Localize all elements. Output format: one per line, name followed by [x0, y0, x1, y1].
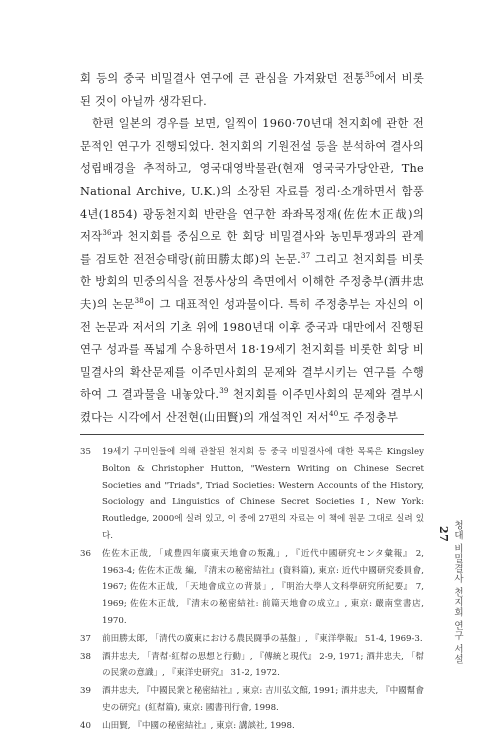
footnote-number: 40	[80, 720, 91, 731]
footnote-text: 19세기 구미인들에 의해 관찰된 천지회 등 중국 비밀결사에 대한 목록은 Kingsley Bolton & Christopher Hutton, "Western Writing on Chinese Secret Societies and "Triads", Triad Societies: Western Accounts of the History, Sociology and Linguistics of Chinese Secret Societies Ⅰ, New York: Routledge, 2000에 실려 있고, 이 중에 27편의 자료는 이 책에 원문 그대로 실려 있다.	[102, 447, 424, 541]
footnote-number: 37	[80, 633, 91, 644]
footnote-number: 38	[80, 651, 91, 662]
text-run: 과 천지회를 중심으로 한 회당 비밀결사와 농민투쟁과의 관계를 검토한 전전승태랑(前田勝太郞)의 논문.	[80, 230, 424, 266]
folio	[437, 520, 464, 670]
footnote-35	[80, 444, 424, 545]
footnote-ref-36[interactable]: 36	[102, 229, 112, 238]
text-run: 회 등의 중국 비밀결사 연구에 큰 관심을 가져왔던 전통	[80, 72, 365, 85]
text-run: 한편 일본의 경우를 보면, 일찍이 1960·70년대 천지회에 관한 전문적인 연구가 진행되었다. 천지회의 기원전설 등을 분석하여 결사의 성립배경을 추적하고, 영국대영박물관(현재 영국국가당안관, The National Archive, U.K.)의 소장된 자료를 정리·소개하면서 함풍 4년(1854) 광동천지회 반란을 연구한 좌좌목정재(佐佐木正哉)의 저작	[80, 117, 424, 244]
footnote-text: 山田賢, 『中國の秘密結社』, 東京: 講談社, 1998.	[102, 720, 295, 731]
footnote-text: 前田勝太郞, 「清代の廣東における農民闘爭の基盤」, 『東洋學報』 51-4, 1969-3.	[102, 633, 423, 644]
footnote-40	[80, 718, 424, 735]
footnote-ref-37[interactable]: 37	[301, 251, 311, 260]
footnote-39	[80, 683, 424, 717]
footnote-divider	[80, 434, 424, 435]
paragraph-2	[80, 113, 424, 429]
footnote-number: 35	[80, 447, 91, 457]
footnote-36	[80, 546, 424, 630]
paragraph-1	[80, 68, 424, 113]
footnote-text: 酒井忠夫, 「青幇·紅幇の思想と行動」, 『傳統と現代』 2-9, 1971; 酒井忠夫, 「幇の民衆の意識」, 『東洋史研究』 31-2, 1972.	[102, 651, 424, 679]
text-run: 천지회를 이주민사회의 문제와 결부시켰다는 시각에서 산전현(山田賢)의 개설적인 저서	[80, 388, 424, 424]
footnote-ref-38[interactable]: 38	[134, 297, 145, 306]
footnote-ref-35[interactable]: 35	[365, 71, 375, 80]
page-number: 27	[437, 526, 450, 543]
footnote-number: 36	[80, 548, 91, 559]
text-run: 에서 비롯된 것이 아닐까 생각된다.	[80, 72, 424, 108]
footnote-ref-40[interactable]: 40	[329, 410, 339, 419]
footnote-ref-39[interactable]: 39	[219, 387, 229, 396]
footnotes	[80, 444, 424, 736]
text-run: 그리고 천지회를 비롯한 방회의 민중의식을 전통사상의 측면에서 이해한 주정충부(酒井忠夫)의 논문	[80, 252, 424, 311]
footnote-number: 39	[80, 686, 91, 697]
footnote-37	[80, 631, 424, 648]
text-run: 이 그 대표적인 성과물이다. 특히 주정충부는 자신의 이전 논문과 저서의 기초 위에 1980년대 이후 중국과 대만에서 진행된 연구 성과를 폭넓게 수용하면서 18·19세기 천지회를 비롯한 회당 비밀결사의 확산문제를 이주민사회의 문제와 결부시키는 연구를 수행하여 그 결과물을 내놓았다.	[80, 297, 424, 402]
footnote-38	[80, 649, 424, 683]
text-run: 도 주정충부	[338, 410, 399, 424]
footnote-text: 佐佐木正哉, 「咸豊四年廣東天地會の叛亂」, 『近代中國研究センタ彙報』 2, 1963-4; 佐佐木正哉 編, 『清末の秘密結社』(資料篇), 東京: 近代中國研究委員會, 1967; 佐佐木正哉, 「天地會成立の背景」, 『明治大學人文科學研究所紀要』 7, 1969; 佐佐木正哉, 『清末の秘密結社: 前篇天地會の成立』, 東京: 嚴南堂書店, 1970.	[102, 548, 424, 626]
footnote-text: 酒井忠夫, 『中國民衆と秘密結社』, 東京: 吉川弘文館, 1991; 酒井忠夫, 『中國幫會史の研究』(紅幇篇), 東京: 國書刊行會, 1998.	[102, 686, 424, 713]
body-text	[80, 68, 424, 430]
running-head: 청대 비밀결사 천지회 연구 서설	[452, 520, 463, 665]
